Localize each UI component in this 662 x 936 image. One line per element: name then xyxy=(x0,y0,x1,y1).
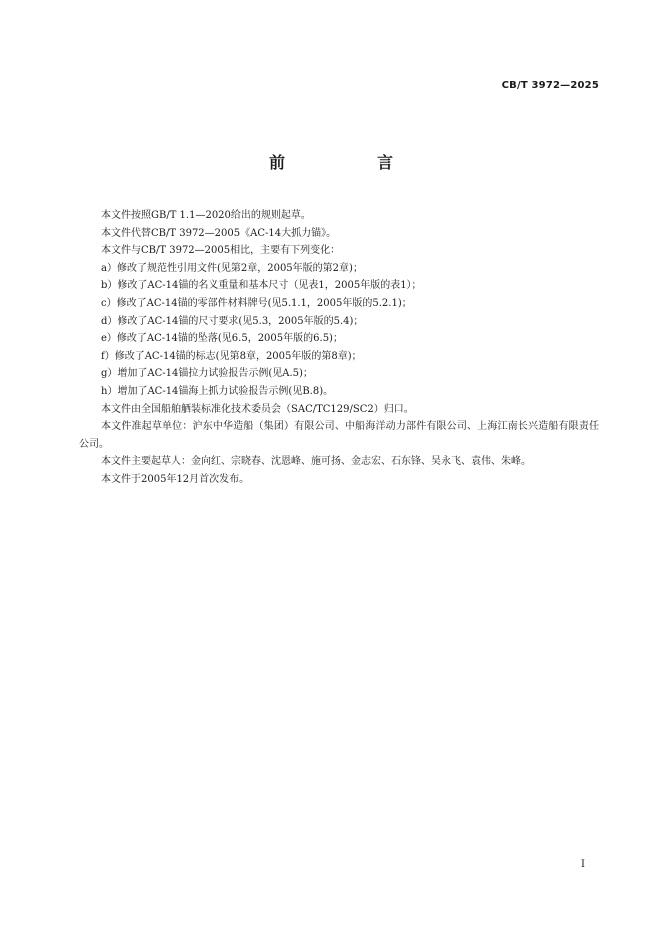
foreword-body xyxy=(79,207,599,489)
change-item-b: b）修改了AC-14锚的名义重量和基本尺寸（见表1，2005年版的表1）； xyxy=(101,280,422,292)
change-item-d: d）修改了AC-14锚的尺寸要求(见5.3，2005年版的5.4)； xyxy=(101,315,364,327)
paragraph-publication: 本文件于2005年12月首次发布。 xyxy=(101,473,250,485)
page-title: 前 言 xyxy=(268,153,431,172)
paragraph-changes-intro: 本文件与CB/T 3972—2005相比，主要有下列变化： xyxy=(101,245,341,257)
change-item-e: e）修改了AC-14锚的坠落(见6.5，2005年版的6.5)； xyxy=(101,333,343,345)
change-item-h: h）增加了AC-14锚海上抓力试验报告示例(见B.8)。 xyxy=(101,385,334,397)
change-item-f: f）修改了AC-14锚的标志(见第8章，2005年版的第8章)； xyxy=(101,350,362,362)
change-item-a: a）修改了规范性引用文件(见第2章，2005年版的第2章)； xyxy=(101,262,363,274)
paragraph-drafting-units: 本文件准起草单位：沪东中华造船（集团）有限公司、中船海洋动力部件有限公司、上海江南长兴造船有限责任公司。 xyxy=(79,421,599,450)
paragraph-drafters: 本文件主要起草人：金向红、宗晓春、沈恩峰、施可扬、金志宏、石东锋、吴永飞、袁伟、朱峰。 xyxy=(101,456,531,468)
paragraph-replaces: 本文件代替CB/T 3972—2005《AC-14大抓力锚》。 xyxy=(101,227,337,239)
page-number: I xyxy=(581,859,585,870)
document-code: CB/T 3972—2025 xyxy=(501,80,599,91)
paragraph-centralized: 本文件由全国船舶舾装标准化技术委员会（SAC/TC129/SC2）归口。 xyxy=(101,403,414,415)
change-item-g: g）增加了AC-14锚拉力试验报告示例(见A.5)； xyxy=(101,368,313,380)
paragraph-drafting-rules: 本文件按照GB/T 1.1—2020给出的规则起草。 xyxy=(101,210,311,221)
change-item-c: c）修改了AC-14锚的零部件材料牌号(见5.1.1，2005年版的5.2.1)； xyxy=(101,297,412,309)
